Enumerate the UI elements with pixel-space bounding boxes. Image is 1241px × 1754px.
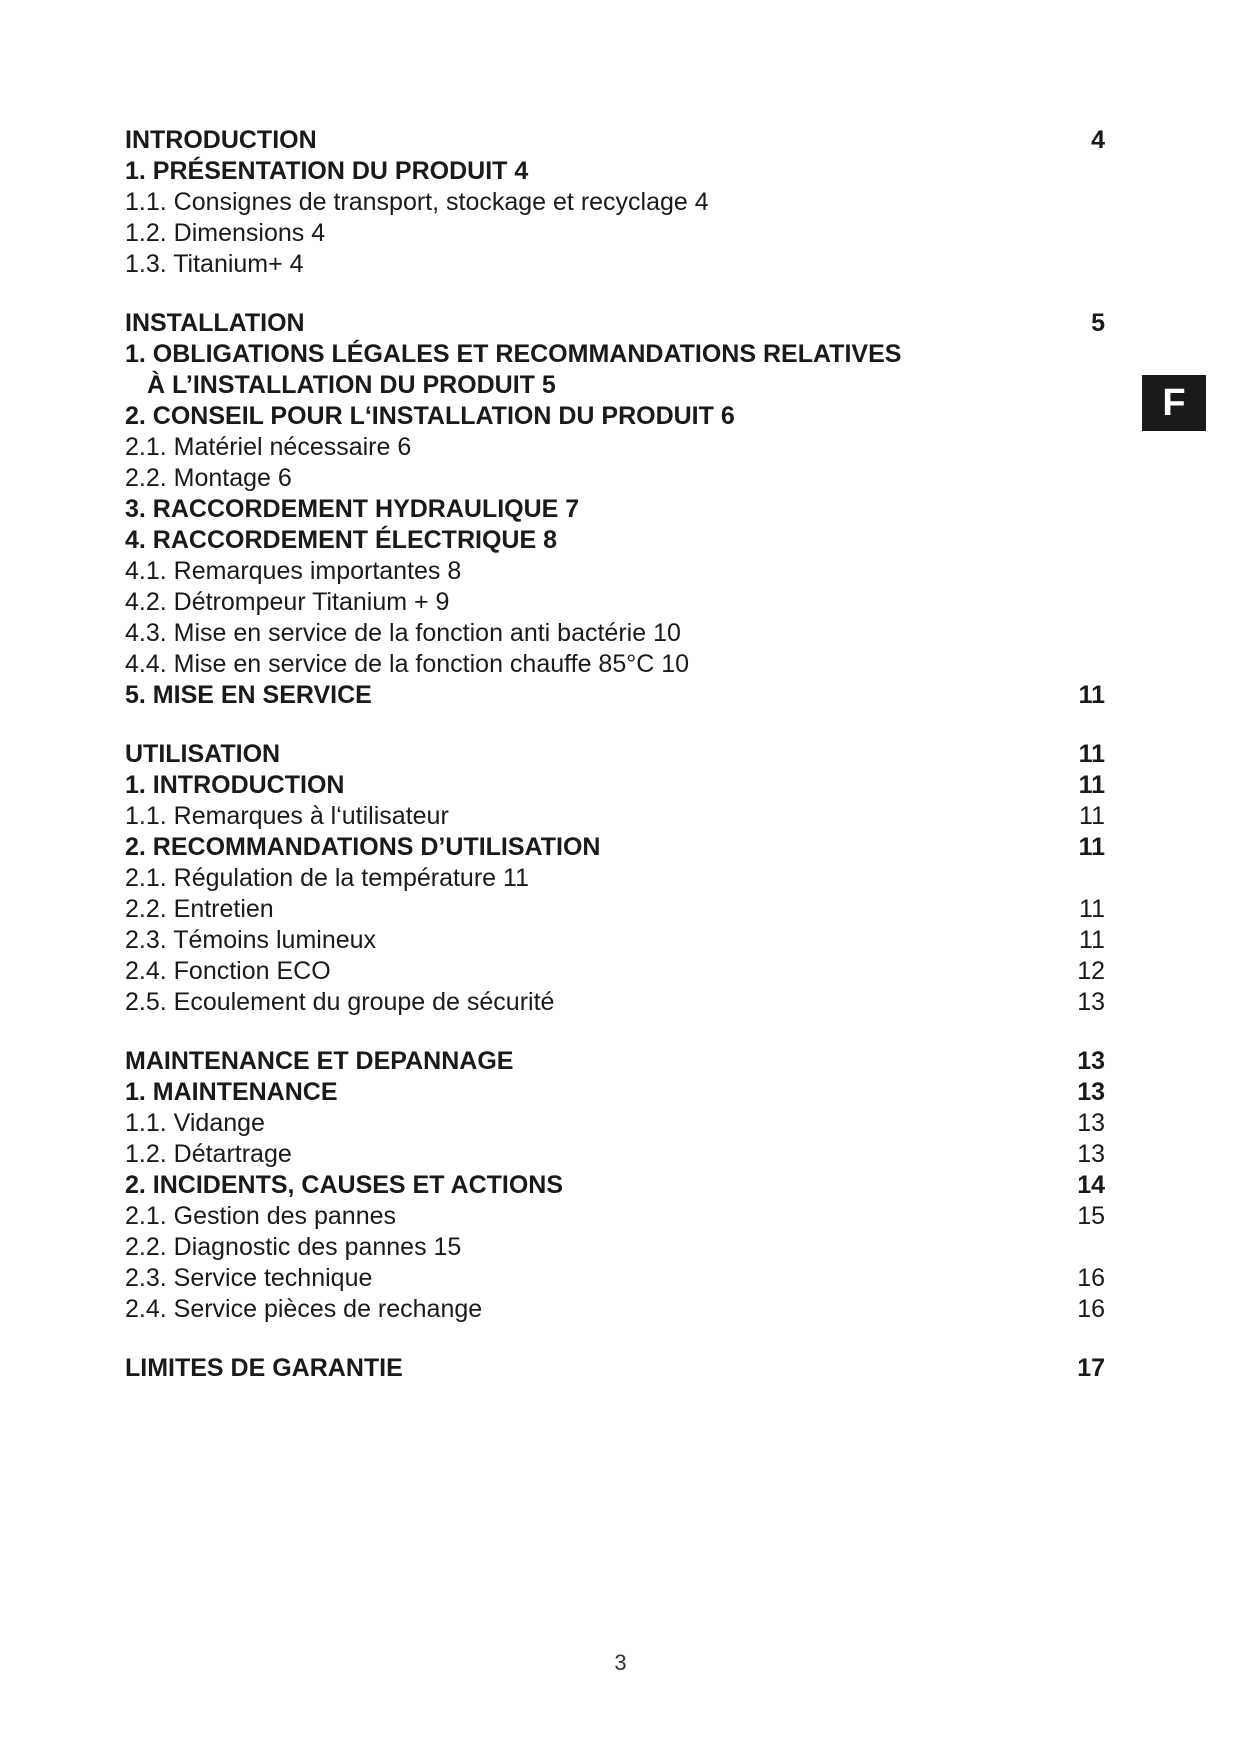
toc-entry (125, 801, 1105, 832)
toc-entry-label: 4.3. Mise en service de la fonction anti bactérie 10 (125, 619, 681, 647)
toc-entry-label: 2.5. Ecoulement du groupe de sécurité (125, 988, 555, 1016)
toc-entry-label: 1.1. Vidange (125, 1109, 265, 1137)
toc-entry (125, 494, 1105, 525)
toc-entry (125, 1263, 1105, 1294)
toc-entry-label: 5. MISE EN SERVICE (125, 681, 372, 709)
toc-entry (125, 525, 1105, 556)
toc-entry-label: 2.2. Diagnostic des pannes 15 (125, 1233, 462, 1261)
toc-entry (125, 770, 1105, 801)
toc-entry-label: 2. RECOMMANDATIONS D’UTILISATION (125, 833, 601, 861)
toc-entry-label: 2.3. Témoins lumineux (125, 926, 377, 954)
toc-entry (125, 125, 1105, 156)
toc-entry-page: 11 (1078, 681, 1105, 709)
toc-entry-label: 4.4. Mise en service de la fonction chauffe 85°C 10 (125, 650, 690, 678)
toc-entry-label: 2.3. Service technique (125, 1264, 373, 1292)
toc-entry-label: 2.1. Régulation de la température 11 (125, 864, 529, 892)
toc-entry-page: 13 (1077, 988, 1105, 1016)
toc-entry (125, 1108, 1105, 1139)
toc-entry-label: 2.1. Matériel nécessaire 6 (125, 433, 412, 461)
toc-entry-page: 15 (1077, 1202, 1105, 1230)
toc-entry-label: 4. RACCORDEMENT ÉLECTRIQUE 8 (125, 526, 557, 554)
toc-entry-page: 14 (1077, 1171, 1105, 1199)
toc-entry-label: 1.1. Consignes de transport, stockage et recyclage 4 (125, 188, 709, 216)
toc-entry-label: 2.2. Entretien (125, 895, 274, 923)
toc-entry (125, 832, 1105, 863)
toc-entry-label: MAINTENANCE ET DEPANNAGE (125, 1047, 514, 1075)
toc-entry (125, 1139, 1105, 1170)
toc-entry-page: 13 (1077, 1109, 1105, 1137)
toc-entry (125, 556, 1105, 587)
toc-entry (125, 401, 1105, 432)
toc-entry (125, 680, 1105, 711)
toc-entry-page: 16 (1077, 1264, 1105, 1292)
toc-entry-label: 2.1. Gestion des pannes (125, 1202, 397, 1230)
toc-entry (125, 308, 1105, 339)
toc-entry-label: 3. RACCORDEMENT HYDRAULIQUE 7 (125, 495, 580, 523)
toc-entry-label: 1.2. Détartrage (125, 1140, 292, 1168)
toc-entry (125, 370, 1105, 401)
toc-entry-label: 1. PRÉSENTATION DU PRODUIT 4 (125, 157, 529, 185)
toc-entry (125, 463, 1105, 494)
toc-entry-label: 2.2. Montage 6 (125, 464, 292, 492)
toc-entry (125, 1077, 1105, 1108)
toc-entry-page: 13 (1077, 1047, 1105, 1075)
toc-entry (125, 432, 1105, 463)
toc-entry (125, 956, 1105, 987)
toc-entry-page: 4 (1091, 126, 1105, 154)
toc-entry-label: 1.2. Dimensions 4 (125, 219, 326, 247)
toc-entry-page: 16 (1077, 1295, 1105, 1323)
toc-entry-page: 13 (1077, 1078, 1105, 1106)
toc-entry-label: 2.4. Fonction ECO (125, 957, 331, 985)
toc-entry (125, 1294, 1105, 1325)
toc-entry-label: 2. INCIDENTS, CAUSES ET ACTIONS (125, 1171, 564, 1199)
toc-entry (125, 863, 1105, 894)
toc-entry-label: LIMITES DE GARANTIE (125, 1354, 403, 1382)
toc-entry (125, 587, 1105, 618)
toc-entry-label: 1. OBLIGATIONS LÉGALES ET RECOMMANDATIONS RELATIVES (125, 340, 902, 368)
toc-entry (125, 249, 1105, 280)
toc-entry-label: INSTALLATION (125, 309, 305, 337)
toc-entry (125, 218, 1105, 249)
toc-entry-label: 1. INTRODUCTION (125, 771, 345, 799)
toc-entry-page: 11 (1078, 771, 1105, 799)
toc-entry-page: 11 (1078, 833, 1105, 861)
table-of-contents (125, 125, 1105, 1384)
toc-entry-label: 1. MAINTENANCE (125, 1078, 338, 1106)
toc-entry (125, 339, 1105, 370)
language-tab-marker: F (1142, 375, 1206, 431)
toc-entry (125, 649, 1105, 680)
toc-entry-label: 2. CONSEIL POUR L‘INSTALLATION DU PRODUIT 6 (125, 402, 735, 430)
toc-entry-label: 1.1. Remarques à l‘utilisateur (125, 802, 449, 830)
toc-entry (125, 187, 1105, 218)
toc-entry-page: 17 (1077, 1354, 1105, 1382)
toc-entry-page: 11 (1079, 895, 1105, 923)
toc-entry-label: 2.4. Service pièces de rechange (125, 1295, 483, 1323)
toc-entry (125, 894, 1105, 925)
toc-entry (125, 1232, 1105, 1263)
toc-entry (125, 925, 1105, 956)
toc-entry-label: UTILISATION (125, 740, 281, 768)
toc-entry-page: 12 (1077, 957, 1105, 985)
toc-entry-page: 11 (1079, 802, 1105, 830)
toc-entry-label: 4.1. Remarques importantes 8 (125, 557, 462, 585)
toc-entry-label: À L’INSTALLATION DU PRODUIT 5 (147, 371, 556, 399)
toc-entry-page: 13 (1077, 1140, 1105, 1168)
toc-entry (125, 739, 1105, 770)
toc-entry (125, 1201, 1105, 1232)
toc-entry (125, 1046, 1105, 1077)
toc-entry (125, 1170, 1105, 1201)
toc-entry-page: 5 (1091, 309, 1105, 337)
toc-entry-page: 11 (1079, 926, 1105, 954)
toc-entry (125, 156, 1105, 187)
toc-entry (125, 987, 1105, 1018)
toc-entry-label: 1.3. Titanium+ 4 (125, 250, 304, 278)
page-number: 3 (614, 1650, 627, 1675)
toc-entry (125, 618, 1105, 649)
toc-entry-label: INTRODUCTION (125, 126, 317, 154)
toc-entry (125, 1353, 1105, 1384)
toc-entry-label: 4.2. Détrompeur Titanium + 9 (125, 588, 450, 616)
toc-entry-page: 11 (1078, 740, 1105, 768)
